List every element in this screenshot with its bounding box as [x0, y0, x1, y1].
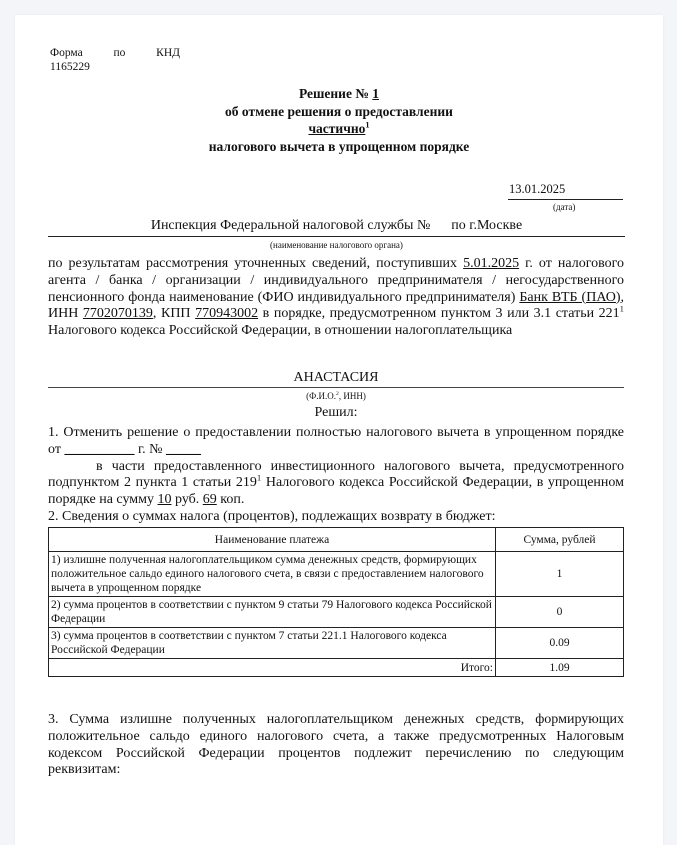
document-page: [15, 15, 663, 845]
form-code: 1165229: [50, 61, 90, 73]
payment-name: 1) излишне полученная налогоплательщиком сумма денежных средств, формирующих положительное сальдо единого налогового счета, в связи с предоставлением налогового вычета в упрощенном порядке: [49, 552, 496, 597]
title-line-2: об отмене решения о предоставлении: [225, 103, 453, 119]
blank-date: __________: [64, 441, 135, 457]
date-underline: [508, 199, 623, 200]
payment-amount: 1: [496, 552, 624, 597]
decision-number: 1: [372, 86, 380, 101]
agent-kpp: 770943002: [195, 306, 259, 322]
item-2-text: 2. Сведения о суммах налога (процентов), подлежащих возврату в бюджет:: [48, 508, 496, 524]
deduction-kop: 69: [202, 492, 217, 508]
payment-name: 2) сумма процентов в соответствии с пунктом 9 статьи 79 Налогового кодекса Российской Федерации: [49, 597, 496, 628]
table-row: [49, 597, 624, 628]
intro-paragraph: по результатам рассмотрения уточненных сведений, поступивших 5.01.2025 г. от налогового агента / банка / организации / индивидуального предпринимателя / негосударственного пенсионного фонда наименование (ФИО индивидуального предпринимателя) Банк ВТБ (ПАО), ИНН 7702070139, КПП 770943002 в порядке, предусмотренном пунктом 3 или 3.1 статьи $221^1$ Налогового кодекса Российской Федерации, в отношении налогоплательщика: [48, 256, 625, 339]
agent-name: Банк ВТБ (ПАО): [519, 289, 621, 305]
title-line-4: налогового вычета в упрощенном порядке: [208, 138, 470, 154]
form-word: по: [113, 47, 126, 59]
column-header-payment: Наименование платежа: [49, 528, 496, 552]
table-row: [49, 628, 624, 659]
taxpayer-underline: [48, 387, 624, 388]
item-1-paragraph: 1. Отменить решение о предоставлении полностью налогового вычета в упрощенном порядке от __________ г. № _____ в части предоставленного инвестиционного налогового вычета, предусмотренного подпунктом 2 пункта 1 статьи $219^1$ Налогового кодекса Российской Федерации, в упрощенном порядке на сумму 10 руб. 69 коп. 2. Сведения о суммах налога (процентов), подлежащих возврату в бюджет:: [48, 425, 624, 524]
title-line-1: Решение № 1: [298, 86, 380, 101]
deduction-rub: 10: [157, 492, 172, 508]
form-knd-label: [50, 46, 180, 74]
taxpayer-caption: (Ф.И.О.$^2$, ИНН): [306, 391, 366, 401]
document-title: [15, 85, 663, 155]
decision-date: 13.01.2025: [509, 182, 566, 196]
form-word: Форма: [50, 47, 83, 59]
table-total-row: [49, 659, 624, 677]
total-label: Итого:: [49, 659, 496, 677]
blank-number: _____: [165, 441, 201, 457]
refund-table: [48, 527, 624, 677]
title-line-3: частично$^1$: [308, 120, 370, 136]
received-date: 5.01.2025: [463, 256, 520, 271]
table-row: [49, 552, 624, 597]
total-amount: 1.09: [496, 659, 624, 677]
tax-authority-caption: (наименование налогового органа): [270, 240, 403, 250]
tax-authority-name: Инспекция Федеральной налоговой службы № по г.Москве: [150, 218, 523, 233]
item-3-paragraph: 3. Сумма излишне полученных налогоплательщиком денежных средств, формирующих положительное сальдо единого налогового счета, а также предусмотренных Налоговым кодексом Российской Федерации процентов подлежит перечислению по следующим реквизитам:: [48, 712, 624, 778]
payment-name: 3) сумма процентов в соответствии с пунктом 7 статьи 221.1 Налогового кодекса Российской Федерации: [49, 628, 496, 659]
table-header-row: [49, 528, 624, 552]
form-word: КНД: [156, 47, 180, 59]
tax-authority-underline: [48, 236, 625, 237]
taxpayer-name: АНАСТАСИЯ: [293, 370, 379, 385]
payment-amount: 0.09: [496, 628, 624, 659]
payment-amount: 0: [496, 597, 624, 628]
date-caption: (дата): [553, 202, 576, 212]
decided-heading: Решил:: [314, 405, 358, 420]
column-header-amount: Сумма, рублей: [496, 528, 624, 552]
agent-inn: 7702070139: [82, 306, 153, 322]
